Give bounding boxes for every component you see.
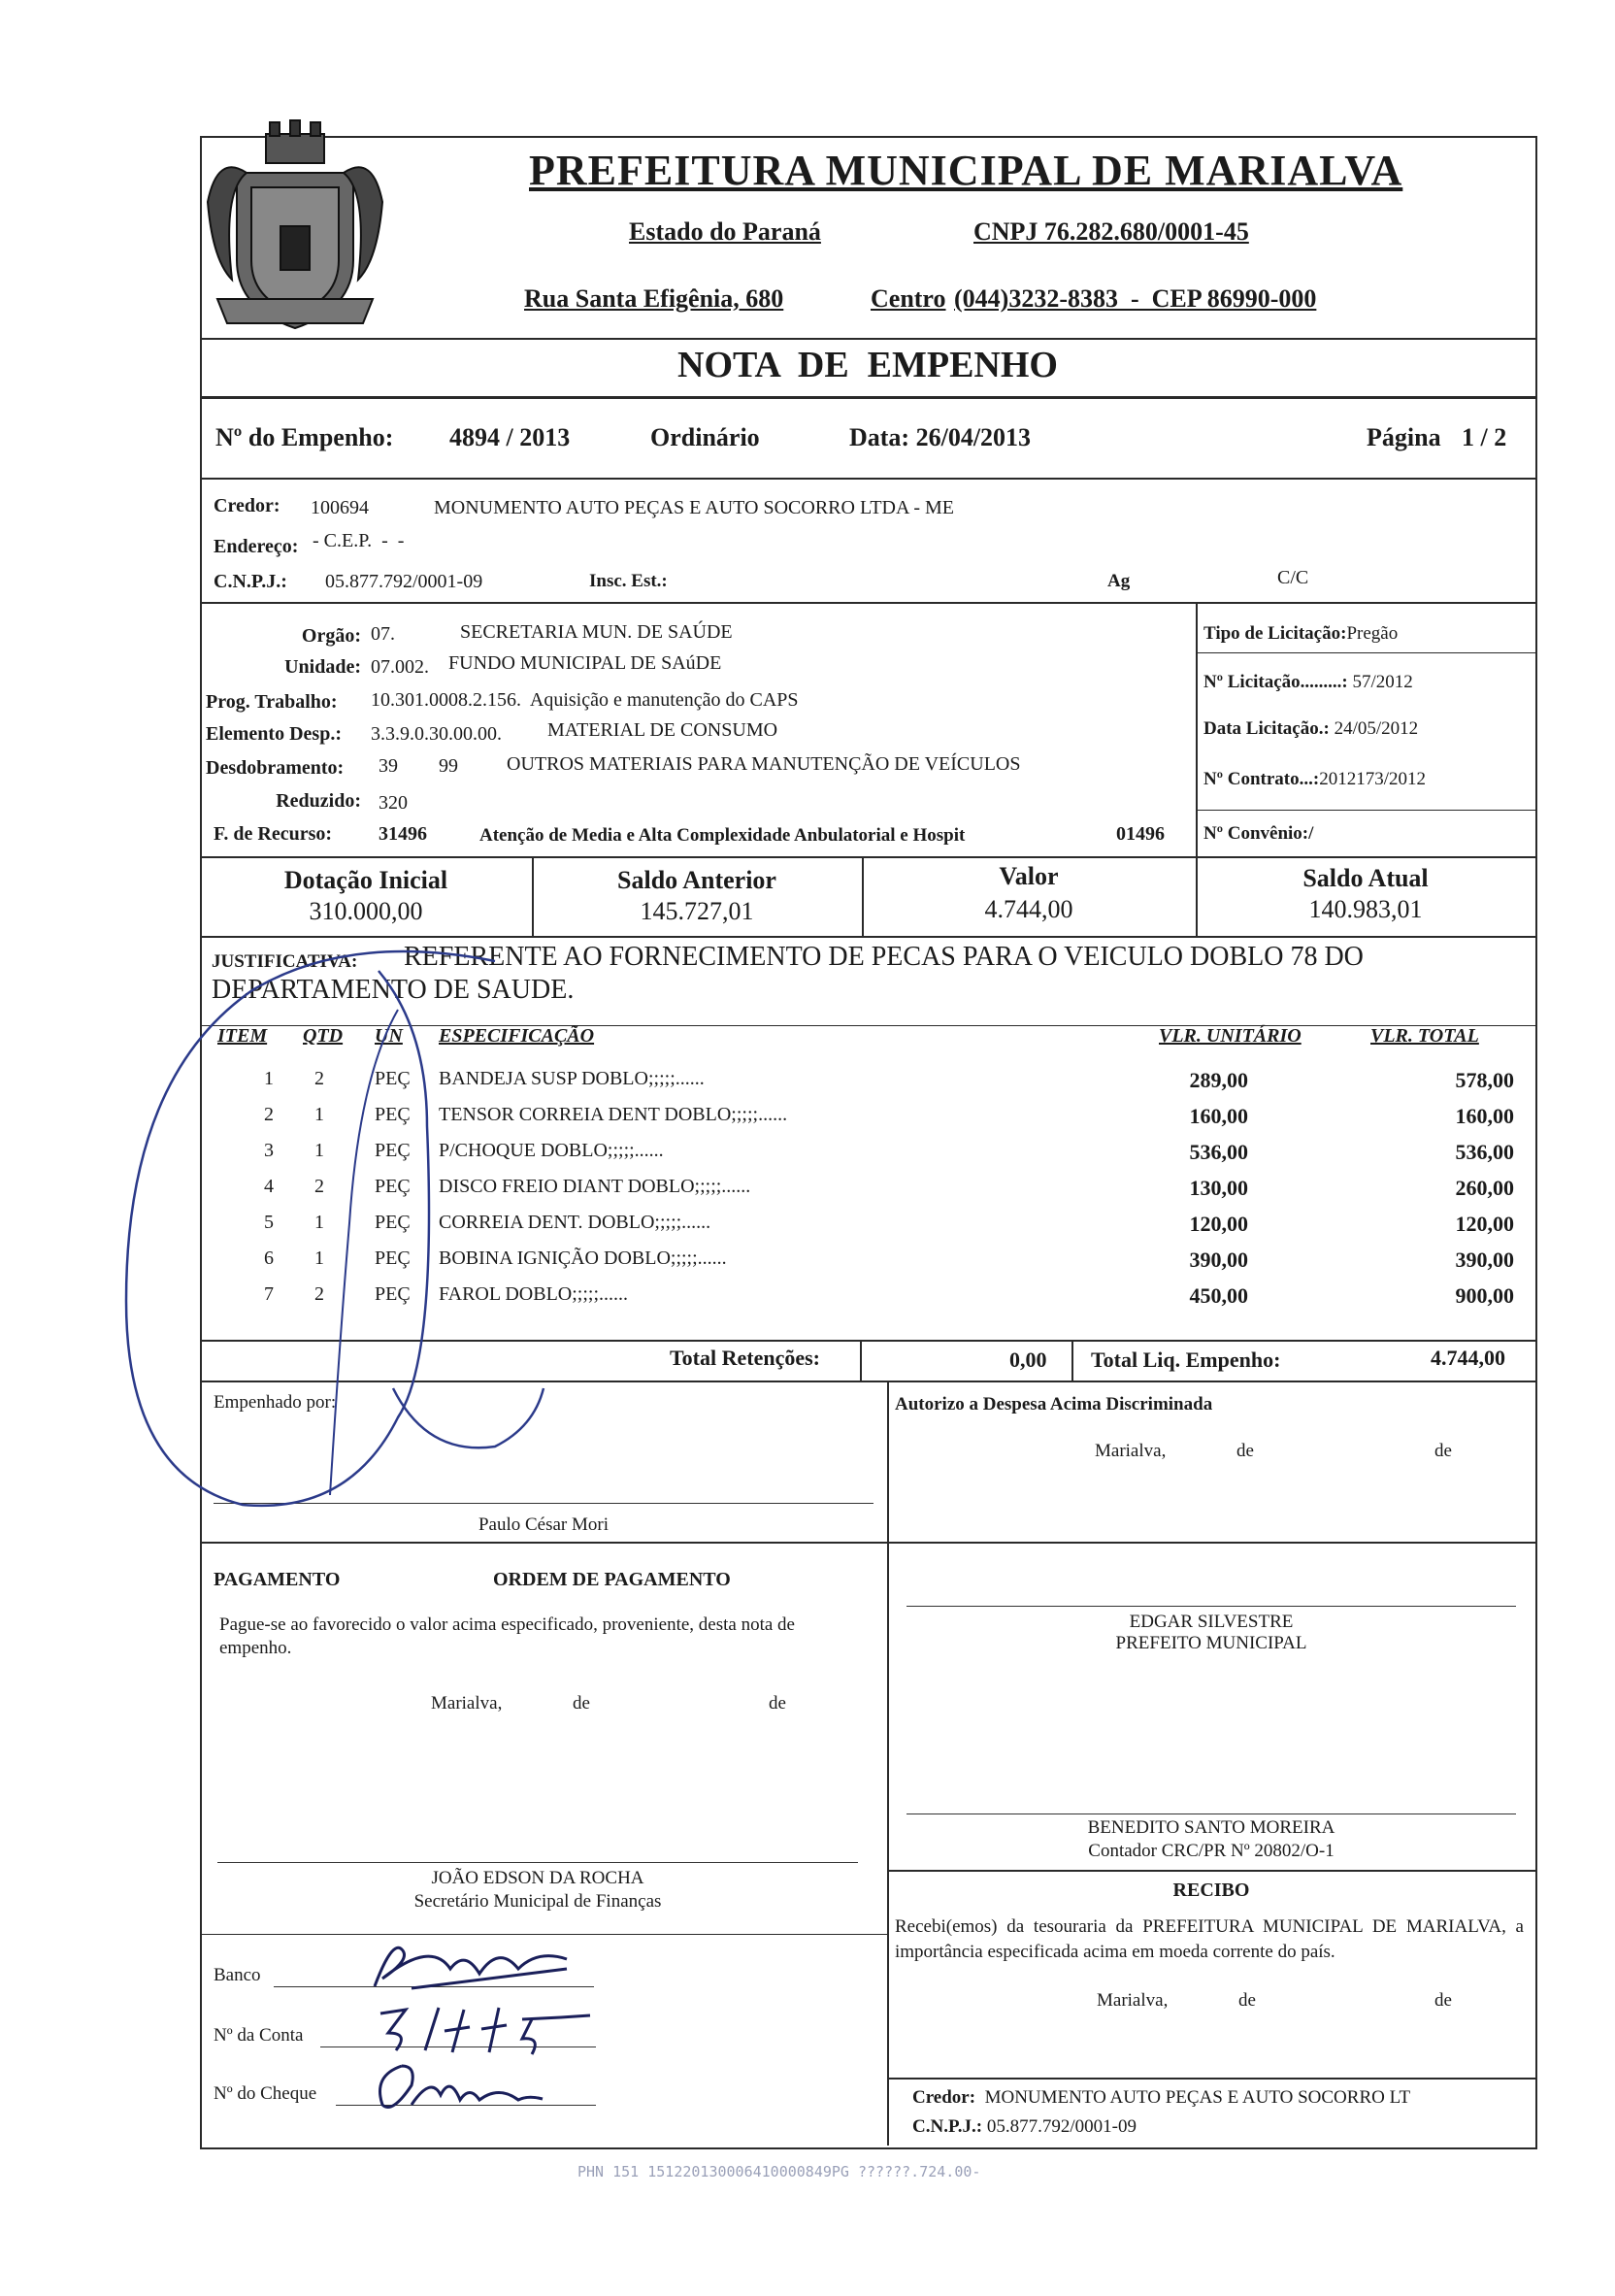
recurso-label: F. de Recurso: xyxy=(214,823,333,845)
autorizo-place: Marialva, xyxy=(1095,1441,1167,1461)
recurso-code2: 01496 xyxy=(1116,823,1165,845)
document-title: NOTA DE EMPENHO xyxy=(677,345,1058,385)
recurso-name: Atenção de Media e Alta Complexidade Anbulatorial e Hospit xyxy=(479,825,966,846)
item-total-price: 160,00 xyxy=(1455,1104,1514,1128)
recibo-title: RECIBO xyxy=(1172,1880,1250,1901)
elemento-code: 3.3.9.0.30.00.00. xyxy=(371,723,502,745)
divider xyxy=(1196,810,1535,811)
item-specification: BANDEJA SUSP DOBLO;;;;;...... xyxy=(439,1068,705,1089)
banco-handwritten-signature xyxy=(373,1930,586,1998)
autorizo-de1: de xyxy=(1236,1441,1254,1461)
tipo-licitacao-label: Tipo de Licitação: xyxy=(1203,623,1347,644)
desdobramento-label: Desdobramento: xyxy=(206,757,345,779)
empenhado-por-label: Empenhado por: xyxy=(214,1392,337,1413)
signature-line xyxy=(217,1862,858,1863)
desdobramento-a: 39 xyxy=(379,755,398,777)
total-retencoes-label: Total Retenções: xyxy=(670,1346,820,1370)
conta-handwritten xyxy=(377,2000,600,2058)
recibo-credor-value: MONUMENTO AUTO PEÇAS E AUTO SOCORRO LT xyxy=(984,2087,1411,2108)
item-number: 7 xyxy=(264,1283,274,1305)
page-number: 1 / 2 xyxy=(1462,423,1507,451)
pagamento-label: PAGAMENTO xyxy=(214,1569,341,1590)
item-qty: 1 xyxy=(314,1140,324,1161)
numero-licitacao xyxy=(1203,672,1413,693)
numero-licitacao-label: Nº Licitação.........: xyxy=(1203,672,1348,692)
saldo-anterior-value: 145.727,01 xyxy=(640,897,754,925)
autorizo-text: Autorizo a Despesa Acima Discriminada xyxy=(895,1394,1213,1414)
unidade-code: 07.002. xyxy=(371,656,429,678)
conta-label: Nº da Conta xyxy=(214,2025,304,2046)
data-licitacao-label: Data Licitação.: xyxy=(1203,718,1330,739)
prefeito-name: EDGAR SILVESTRE xyxy=(1129,1612,1294,1632)
divider xyxy=(887,1381,889,1542)
pagamento-de1: de xyxy=(573,1693,590,1714)
justificativa-text: REFERENTE AO FORNECIMENTO DE PECAS PARA O VEICULO DOBLO 78 DO xyxy=(404,942,1364,972)
item-qty: 2 xyxy=(314,1176,324,1197)
contador-title: Contador CRC/PR Nº 20802/O-1 xyxy=(1088,1841,1335,1861)
divider xyxy=(887,1542,889,2146)
divider xyxy=(200,856,1535,858)
endereco-label: Endereço: xyxy=(214,536,299,557)
item-number: 1 xyxy=(264,1068,274,1089)
prefeito-title: PREFEITO MUNICIPAL xyxy=(1115,1633,1307,1653)
item-qty: 2 xyxy=(314,1283,324,1305)
col-especificacao: ESPECIFICAÇÃO xyxy=(439,1025,595,1047)
item-number: 3 xyxy=(264,1140,274,1161)
saldo-atual-label: Saldo Atual xyxy=(1302,864,1429,892)
pagamento-text: Pague-se ao favorecido o valor acima especificado, proveniente, desta nota de empenho. xyxy=(219,1614,795,1658)
divider xyxy=(200,602,1535,604)
recibo-cnpj-value: 05.877.792/0001-09 xyxy=(986,2116,1137,2137)
item-qty: 1 xyxy=(314,1212,324,1233)
recibo-cnpj xyxy=(912,2116,1137,2138)
municipal-coat-of-arms xyxy=(198,115,392,348)
empenho-type: Ordinário xyxy=(650,423,760,451)
item-specification: TENSOR CORREIA DENT DOBLO;;;;;...... xyxy=(439,1104,788,1125)
cheque-label: Nº do Cheque xyxy=(214,2083,317,2104)
item-number: 4 xyxy=(264,1176,274,1197)
data-licitacao-value: 24/05/2012 xyxy=(1334,718,1419,739)
credor-label: Credor: xyxy=(214,495,280,516)
reduzido-value: 320 xyxy=(379,792,408,814)
endereco-value: - C.E.P. - - xyxy=(313,530,405,551)
item-total-price: 578,00 xyxy=(1455,1068,1514,1092)
empenho-date: Data: 26/04/2013 xyxy=(849,423,1032,451)
item-unit-price: 450,00 xyxy=(1189,1283,1248,1308)
page-label: Página xyxy=(1367,423,1441,451)
header-district: Centro xyxy=(871,284,946,313)
item-total-price: 536,00 xyxy=(1455,1140,1514,1164)
unidade-label: Unidade: xyxy=(284,656,361,678)
col-vlr-total: VLR. TOTAL xyxy=(1370,1025,1479,1047)
cnpj-label: C.N.P.J.: xyxy=(214,571,287,592)
dotacao-value: 310.000,00 xyxy=(309,897,423,925)
desdobramento-b: 99 xyxy=(439,755,458,777)
item-number: 5 xyxy=(264,1212,274,1233)
divider xyxy=(887,2078,1535,2080)
header-address: Rua Santa Efigênia, 680 xyxy=(524,284,784,313)
footer-code: PHN 151 151220130006410000849PG ??????.724.00- xyxy=(577,2163,981,2180)
item-unit-price: 289,00 xyxy=(1189,1068,1248,1092)
item-unit-price: 536,00 xyxy=(1189,1140,1248,1164)
item-specification: BOBINA IGNIÇÃO DOBLO;;;;;...... xyxy=(439,1248,727,1269)
item-specification: CORREIA DENT. DOBLO;;;;;...... xyxy=(439,1212,711,1233)
autorizo-de2: de xyxy=(1434,1441,1452,1461)
recibo-cnpj-label: C.N.P.J.: xyxy=(912,2116,983,2137)
total-liquido-label: Total Liq. Empenho: xyxy=(1091,1348,1281,1372)
secretario-name: JOÃO EDSON DA ROCHA xyxy=(431,1868,644,1888)
item-unit: PEÇ xyxy=(375,1283,411,1305)
recibo-text: Recebi(emos) da tesouraria da PREFEITURA MUNICIPAL DE MARIALVA, a importância especificada acima em moeda corrente do país. xyxy=(895,1916,1524,1962)
pagamento-de2: de xyxy=(769,1693,786,1714)
item-unit: PEÇ xyxy=(375,1248,411,1269)
orgao-name: SECRETARIA MUN. DE SAÚDE xyxy=(460,621,733,643)
justificativa-text-2: DEPARTAMENTO DE SAUDE. xyxy=(212,975,575,1005)
item-qty: 2 xyxy=(314,1068,324,1089)
secretario-title: Secretário Municipal de Finanças xyxy=(413,1891,662,1912)
col-vlr-unitario: VLR. UNITÁRIO xyxy=(1159,1025,1302,1047)
recibo-de2: de xyxy=(1434,1990,1452,2011)
col-item: ITEM xyxy=(217,1025,268,1047)
item-total-price: 260,00 xyxy=(1455,1176,1514,1200)
item-specification: FAROL DOBLO;;;;;...... xyxy=(439,1283,629,1305)
item-unit: PEÇ xyxy=(375,1104,411,1125)
item-qty: 1 xyxy=(314,1104,324,1125)
cc-label: C/C xyxy=(1277,567,1309,588)
valor-value: 4.744,00 xyxy=(984,895,1073,923)
divider xyxy=(887,1870,1535,1872)
empenho-label: Nº do Empenho: xyxy=(215,423,394,451)
contrato-label: Nº Contrato...: xyxy=(1203,769,1320,789)
divider xyxy=(860,1340,862,1381)
empenho-number: 4894 / 2013 xyxy=(449,423,571,451)
recibo-credor xyxy=(912,2087,1410,2109)
signature-line xyxy=(906,1606,1516,1607)
divider xyxy=(200,396,1535,399)
data-licitacao xyxy=(1203,718,1418,740)
item-total-price: 120,00 xyxy=(1455,1212,1514,1236)
item-unit: PEÇ xyxy=(375,1212,411,1233)
convenio-label: Nº Convênio:/ xyxy=(1203,823,1314,844)
contrato-value: 2012173/2012 xyxy=(1319,769,1426,789)
item-unit-price: 160,00 xyxy=(1189,1104,1248,1128)
divider xyxy=(1071,1340,1073,1381)
saldo-anterior-label: Saldo Anterior xyxy=(617,866,776,894)
ordem-pagamento-label: ORDEM DE PAGAMENTO xyxy=(493,1569,731,1590)
item-total-price: 900,00 xyxy=(1455,1283,1514,1308)
ink-loop-annotation xyxy=(107,932,670,1534)
cheque-handwritten xyxy=(373,2056,547,2114)
divider xyxy=(200,478,1535,480)
divider xyxy=(1196,602,1198,856)
recibo-credor-label: Credor: xyxy=(912,2087,976,2108)
unidade-name: FUNDO MUNICIPAL DE SAúDE xyxy=(448,652,722,674)
reduzido-label: Reduzido: xyxy=(276,790,361,812)
ag-label: Ag xyxy=(1107,571,1131,591)
valor-label: Valor xyxy=(999,862,1059,890)
orgao-code: 07. xyxy=(371,623,395,645)
recibo-place: Marialva, xyxy=(1097,1990,1169,2011)
credor-name: MONUMENTO AUTO PEÇAS E AUTO SOCORRO LTDA - ME xyxy=(434,497,954,518)
divider xyxy=(1196,652,1535,653)
header-state: Estado do Paraná xyxy=(629,217,821,246)
contrato xyxy=(1203,769,1426,790)
header-title: PREFEITURA MUNICIPAL DE MARIALVA xyxy=(529,147,1403,194)
item-unit: PEÇ xyxy=(375,1068,411,1089)
credor-code: 100694 xyxy=(311,497,369,518)
recurso-code: 31496 xyxy=(379,823,427,845)
item-unit: PEÇ xyxy=(375,1176,411,1197)
col-qtd: QTD xyxy=(303,1025,344,1047)
item-total-price: 390,00 xyxy=(1455,1248,1514,1272)
recibo-de1: de xyxy=(1238,1990,1256,2011)
numero-licitacao-value: 57/2012 xyxy=(1352,672,1413,692)
tipo-licitacao xyxy=(1203,623,1398,645)
divider xyxy=(200,338,1535,340)
prog-label: Prog. Trabalho: xyxy=(206,691,338,713)
item-unit-price: 130,00 xyxy=(1189,1176,1248,1200)
elemento-label: Elemento Desp.: xyxy=(206,723,342,745)
item-unit-price: 120,00 xyxy=(1189,1212,1248,1236)
tipo-licitacao-value: Pregão xyxy=(1346,623,1399,644)
col-un: UN xyxy=(375,1025,403,1047)
justificativa-label: JUSTIFICATIVA: xyxy=(212,951,358,972)
item-specification: DISCO FREIO DIANT DOBLO;;;;;...... xyxy=(439,1176,751,1197)
insc-label: Insc. Est.: xyxy=(589,571,668,591)
item-number: 2 xyxy=(264,1104,274,1125)
item-qty: 1 xyxy=(314,1248,324,1269)
pagamento-place: Marialva, xyxy=(431,1693,503,1714)
header-cnpj: CNPJ 76.282.680/0001-45 xyxy=(973,217,1249,246)
empenhado-por-name: Paulo César Mori xyxy=(478,1514,610,1535)
elemento-name: MATERIAL DE CONSUMO xyxy=(547,719,778,741)
total-retencoes-value: 0,00 xyxy=(1009,1348,1047,1372)
dotacao-label: Dotação Inicial xyxy=(283,866,448,894)
divider xyxy=(200,1542,1535,1544)
item-number: 6 xyxy=(264,1248,274,1269)
contador-name: BENEDITO SANTO MOREIRA xyxy=(1087,1817,1335,1838)
item-unit: PEÇ xyxy=(375,1140,411,1161)
saldo-atual-value: 140.983,01 xyxy=(1308,895,1423,923)
header-phone-cep: (044)3232-8383 - CEP 86990-000 xyxy=(954,284,1317,313)
item-specification: P/CHOQUE DOBLO;;;;;...... xyxy=(439,1140,664,1161)
orgao-label: Orgão: xyxy=(301,625,361,647)
cnpj-value: 05.877.792/0001-09 xyxy=(325,571,483,592)
prog-value: 10.301.0008.2.156. Aquisição e manutenção do CAPS xyxy=(371,689,799,711)
item-unit-price: 390,00 xyxy=(1189,1248,1248,1272)
desdobramento-name: OUTROS MATERIAIS PARA MANUTENÇÃO DE VEÍCULOS xyxy=(507,753,1021,775)
banco-label: Banco xyxy=(214,1965,261,1985)
total-liquido-value: 4.744,00 xyxy=(1431,1346,1505,1370)
